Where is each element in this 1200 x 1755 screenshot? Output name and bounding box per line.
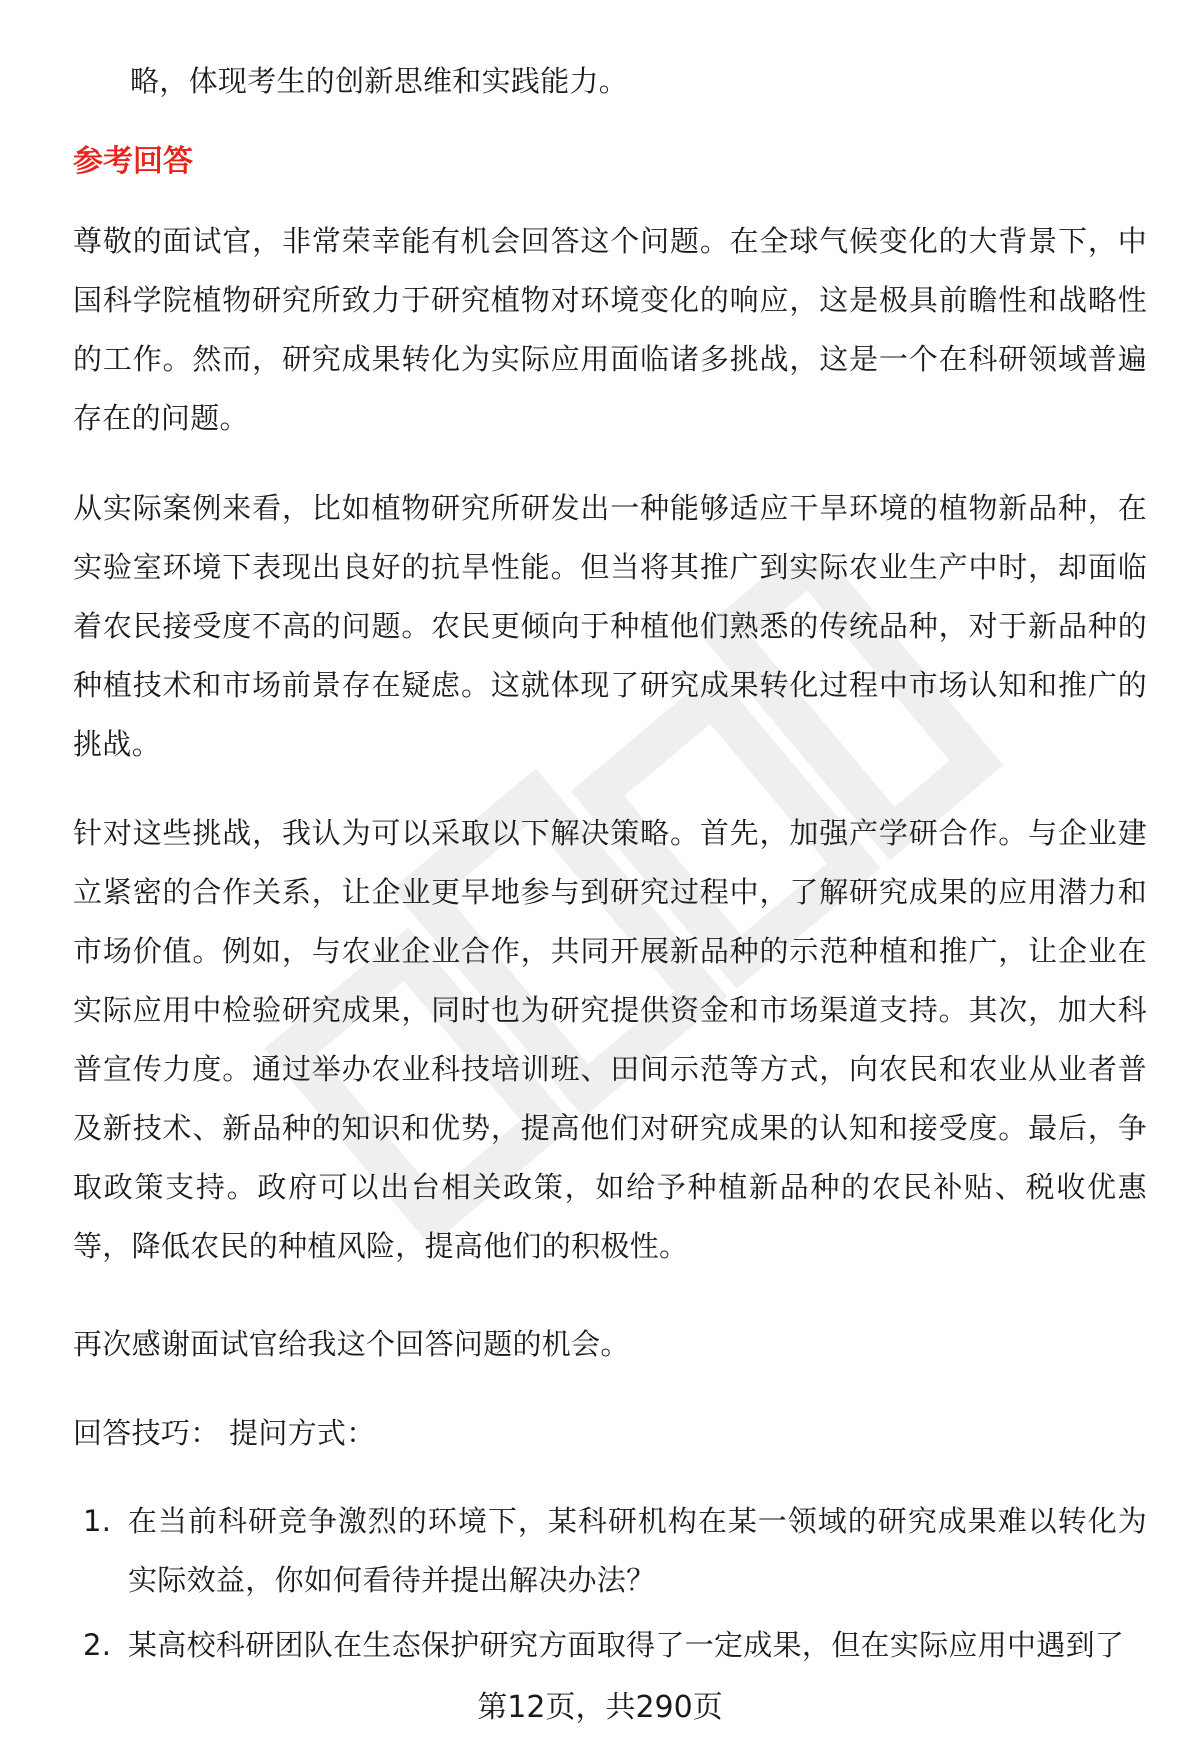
page-number-footer: 第12页，共290页: [477, 1690, 723, 1725]
closing-paragraph: 再次感谢面试官给我这个回答问题的机会。: [73, 1327, 630, 1361]
list-item-number: 2.: [83, 1628, 112, 1662]
answer-paragraph-1: 尊敬的面试官，非常荣幸能有机会回答这个问题。在全球气候变化的大背景下，中国科学院植物研究所致力于研究植物对环境变化的响应，这是极具前瞻性和战略性的工作。然而，研究成果转化为实际应用面临诸多挑战，这是一个在科研领域普遍存在的问题。: [73, 224, 1147, 435]
answer-paragraph-3: 针对这些挑战，我认为可以采取以下解决策略。首先，加强产学研合作。与企业建立紧密的合作关系，让企业更早地参与到研究过程中，了解研究成果的应用潜力和市场价值。例如，与农业企业合作，共同开展新品种的示范种植和推广，让企业在实际应用中检验研究成果，同时也为研究提供资金和市场渠道支持。其次，加大科普宣传力度。通过举办农业科技培训班、田间示范等方式，向农民和农业从业者普及新技术、新品种的知识和优势，提高他们对研究成果的认知和接受度。最后，争取政策支持。政府可以出台相关政策，如给予种植新品种的农民补贴、税收优惠等，降低农民的种植风险，提高他们的积极性。: [73, 816, 1147, 1263]
list-item-text: 在当前科研竞争激烈的环境下，某科研机构在某一领域的研究成果难以转化为实际效益，你如何看待并提出解决办法？: [128, 1504, 1147, 1597]
list-item: [73, 1616, 1147, 1675]
tips-heading: 回答技巧： 提问方式：: [73, 1416, 376, 1450]
list-item-text: 某高校科研团队在生态保护研究方面取得了一定成果，但在实际应用中遇到了: [128, 1628, 1125, 1662]
question-list: [73, 1492, 1147, 1681]
section-title: 参考回答: [73, 144, 193, 179]
list-item-number: 1.: [83, 1504, 112, 1538]
continuation-line: 略，体现考生的创新思维和实践能力。: [130, 64, 629, 98]
list-item: [73, 1492, 1147, 1610]
answer-paragraph-2: 从实际案例来看，比如植物研究所研发出一种能够适应干旱环境的植物新品种，在实验室环境下表现出良好的抗旱性能。但当将其推广到实际农业生产中时，却面临着农民接受度不高的问题。农民更倾向于种植他们熟悉的传统品种，对于新品种的种植技术和市场前景存在疑虑。这就体现了研究成果转化过程中市场认知和推广的挑战。: [73, 491, 1147, 761]
